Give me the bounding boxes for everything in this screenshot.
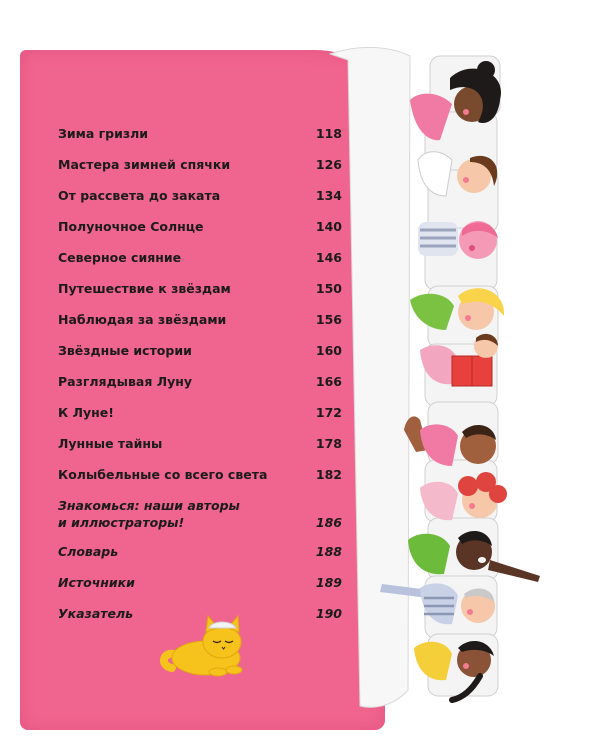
toc-page-number: 160 bbox=[315, 343, 342, 358]
toc-title: Разглядывая Луну bbox=[58, 374, 193, 389]
toc-page-number: 126 bbox=[315, 157, 342, 172]
toc-page-number: 190 bbox=[315, 606, 342, 621]
toc-page-number: 189 bbox=[315, 575, 342, 590]
toc-page-number: 182 bbox=[315, 467, 342, 482]
toc-title: Полуночное Солнце bbox=[58, 219, 204, 234]
toc-page-number: 172 bbox=[315, 405, 342, 420]
toc-page-number: 178 bbox=[315, 436, 342, 451]
toc-page-number: 146 bbox=[315, 250, 342, 265]
toc-title: Источники bbox=[58, 575, 135, 590]
toc-title: Северное сияние bbox=[58, 250, 182, 265]
toc-title: Лунные тайны bbox=[58, 436, 163, 451]
toc-title: Наблюдая за звёздами bbox=[58, 312, 227, 327]
toc-title: Словарь bbox=[58, 544, 119, 559]
toc-title: От рассвета до заката bbox=[58, 188, 221, 203]
toc-page-number: 134 bbox=[315, 188, 342, 203]
toc-title: Звёздные истории bbox=[58, 343, 192, 358]
toc-page-number: 156 bbox=[315, 312, 342, 327]
toc-title: Знакомься: наши авторы и иллюстраторы! bbox=[58, 498, 240, 530]
toc-title: К Луне! bbox=[58, 405, 114, 420]
toc-page-number: 150 bbox=[315, 281, 342, 296]
toc-title: Мастера зимней спячки bbox=[58, 157, 231, 172]
toc-page-number: 140 bbox=[315, 219, 342, 234]
toc-page-number: 118 bbox=[315, 126, 342, 141]
toc-title: Путешествие к звёздам bbox=[58, 281, 231, 296]
toc-page-number: 186 bbox=[315, 515, 342, 530]
toc-page-number: 188 bbox=[315, 544, 342, 559]
toc-page-number: 166 bbox=[315, 374, 342, 389]
toc-title: Колыбельные со всего света bbox=[58, 467, 268, 482]
toc-title: Указатель bbox=[58, 606, 134, 621]
toc-title: Зима гризли bbox=[58, 126, 149, 141]
